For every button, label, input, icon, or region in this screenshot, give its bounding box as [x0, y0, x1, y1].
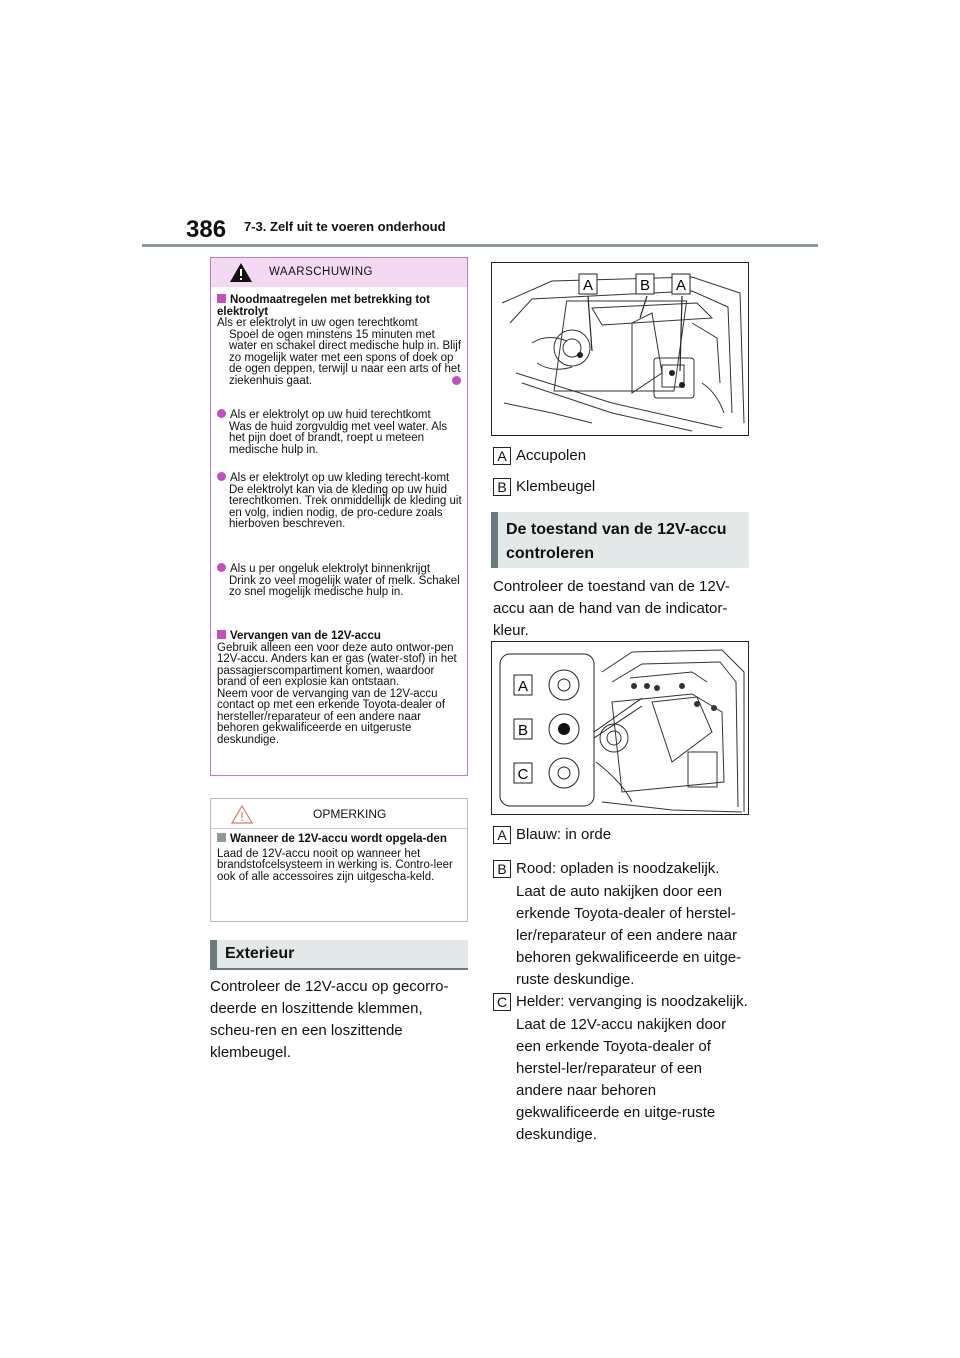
- warning-section-1: [217, 294, 465, 387]
- figure2-label-c: C: [517, 766, 529, 783]
- round-bullet-icon: [217, 409, 226, 418]
- warning-b2: Als er elektrolyt op uw kleding terecht-komt: [230, 472, 450, 484]
- figure1-label-a2: A: [675, 277, 687, 294]
- figure1-label-a1: A: [582, 277, 594, 294]
- battery-figure: [491, 262, 749, 436]
- warning-s2-text2: Neem voor de vervanging van de 12V-accu contact op met een erkende Toyota-dealer of hersteller/reparateur of een andere naar behoren gekwalificeerde en uitgeruste deskundige.: [217, 687, 446, 746]
- square-bullet-icon: [217, 294, 226, 303]
- legend2-key-a: A: [493, 826, 511, 844]
- note-title: OPMERKING: [313, 807, 387, 821]
- square-bullet-icon: [217, 833, 226, 842]
- round-bullet-icon: [217, 472, 226, 481]
- figure2-label-b: B: [517, 722, 529, 739]
- exterior-text: Controleer de 12V-accu op gecorro-deerde en loszittende klemmen, scheu-ren en een loszittende klembeugel.: [210, 978, 449, 1061]
- legend2-key-b: B: [493, 860, 511, 878]
- warning-s1-text-block: [217, 330, 465, 388]
- figure2-label-a: A: [517, 678, 529, 695]
- warning-bullet-3: [217, 563, 465, 599]
- end-dot-icon: [452, 376, 461, 385]
- figure1-labels: [579, 274, 690, 294]
- warning-bullet-2: [217, 472, 465, 531]
- warning-s2-text: Gebruik alleen een voor deze auto ontwor-pen 12V-accu. Anders kan er gas (water-stof) in het passagierscompartiment komen, waardoor brand of een explosie kan ontstaan.: [217, 641, 457, 688]
- warning-title: WAARSCHUWING: [269, 266, 373, 278]
- note-s-title: Wanneer de 12V-accu wordt opgela-den: [230, 833, 447, 845]
- legend1-key-a: A: [493, 447, 511, 465]
- warning-section-2: [217, 630, 465, 746]
- warning-b1: Als er elektrolyt op uw huid terechtkomt: [230, 409, 431, 421]
- warning-b1-text: Was de huid zorgvuldig met veel water. Als het pijn doet of brandt, roept u meteen medische hulp in.: [229, 420, 448, 456]
- warning-s1-text: Spoel de ogen minstens 15 minuten met water en schakel direct medische hulp in. Blijf zo mogelijk water met een spons of doek op de ogen deppen, terwijl u naar een arts of het ziekenhuis gaat.: [229, 328, 462, 387]
- note-section: [217, 833, 465, 883]
- legend2-sub-b: Laat de auto nakijken door een erkende Toyota-dealer of herstel-ler/reparateur of een andere naar behoren gekwalificeerde en uitge-ruste deskundige.: [516, 883, 742, 988]
- indicator-circles: [549, 670, 579, 788]
- legend1-key-b: B: [493, 478, 511, 496]
- indicator-illustration: [492, 642, 749, 815]
- page-number: 386: [186, 216, 227, 243]
- note-box: [210, 798, 468, 922]
- state-text: Controleer de toestand van de 12V-accu aan de hand van de indicator-kleur.: [493, 578, 730, 639]
- figure1-label-b: B: [639, 277, 651, 294]
- warning-header: [211, 258, 467, 287]
- exterior-heading: Exterieur: [210, 940, 468, 970]
- legend2-text-c: Helder: vervanging is noodzakelijk.: [516, 993, 748, 1010]
- header-rule: [142, 244, 818, 247]
- warning-b3: Als u per ongeluk elektrolyt binnenkrijgt: [230, 563, 431, 575]
- warning-bullet-1: [217, 409, 465, 456]
- square-bullet-icon: [217, 630, 226, 639]
- warning-s2-title: Vervangen van de 12V-accu: [230, 630, 381, 642]
- legend2-sub-c: Laat de 12V-accu nakijken door een erkende Toyota-dealer of herstel-ler/reparateur of een andere naar behoren gekwalificeerde en uitge-ruste deskundige.: [516, 1016, 727, 1143]
- legend2-key-c: C: [493, 993, 511, 1011]
- legend2-text-b: Rood: opladen is noodzakelijk.: [516, 860, 720, 877]
- section-title: 7-3. Zelf uit te voeren onderhoud: [244, 219, 446, 234]
- warning-b3-text: Drink zo veel mogelijk water of melk. Schakel zo snel mogelijk medische hulp in.: [229, 574, 460, 598]
- warning-s1-intro: Als er elektrolyt in uw ogen terechtkomt: [217, 317, 418, 329]
- warning-box: [210, 257, 468, 776]
- note-s-text: Laad de 12V-accu nooit op wanneer het brandstofcelsysteem in werking is. Contro-leer ook of alle accessoires zijn uitgescha-keld.: [217, 847, 453, 883]
- figure2-labels: [514, 675, 532, 783]
- legend2-text-a: Blauw: in orde: [516, 826, 612, 843]
- warning-s1-title: Noodmaatregelen met betrekking tot elektrolyt: [217, 294, 431, 318]
- indicator-figure: [491, 641, 749, 815]
- warning-triangle-icon: [229, 262, 253, 283]
- legend1-text-a: Accupolen: [516, 447, 587, 464]
- note-header: [211, 799, 467, 829]
- state-heading: De toestand van de 12V-accu controleren: [491, 512, 749, 568]
- round-bullet-icon: [217, 563, 226, 572]
- battery-illustration: [492, 263, 749, 436]
- caution-triangle-icon: [231, 805, 253, 824]
- warning-b2-text: De elektrolyt kan via de kleding op uw huid terechtkomen. Trek onmiddellijk de kleding uit en volg, indien nodig, de pro-cedure zoals hierboven beschreven.: [229, 483, 462, 530]
- exterior-heading-rule: [210, 968, 468, 970]
- legend1-text-b: Klembeugel: [516, 478, 596, 495]
